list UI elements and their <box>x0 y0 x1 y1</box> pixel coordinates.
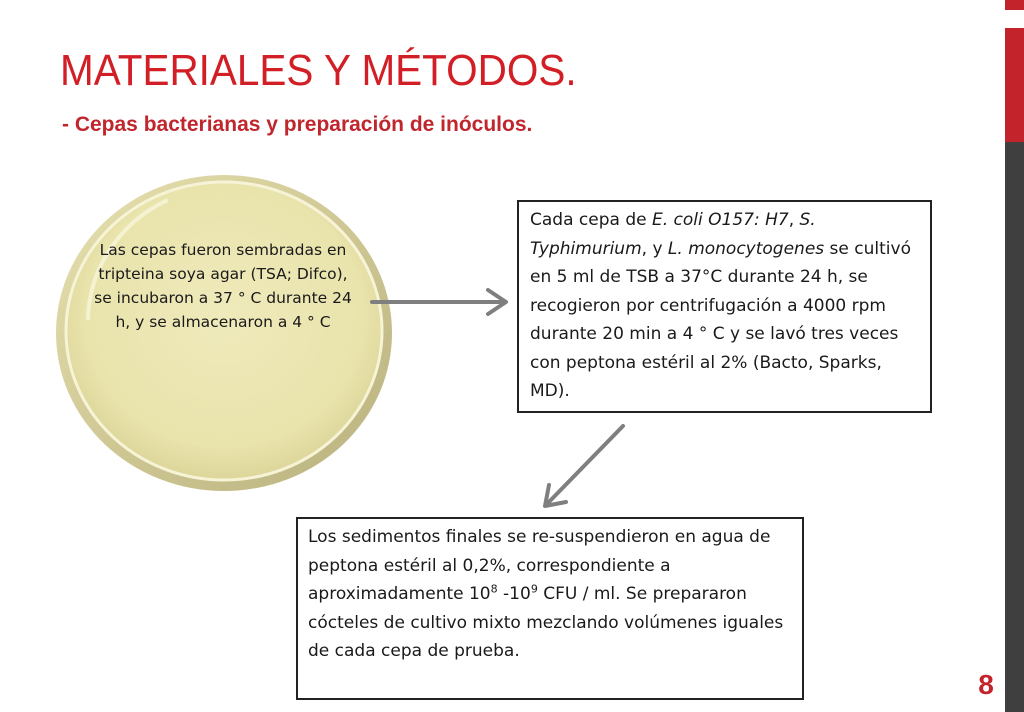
exponent-9: 9 <box>530 582 538 596</box>
box1-text-2: , <box>788 210 800 230</box>
monocytogenes-name: L. monocytogenes <box>667 238 825 259</box>
exponent-8: 8 <box>490 582 498 596</box>
typhimurium-name: S. Typhimurium <box>530 210 816 259</box>
slide-title: MATERIALES Y MÉTODOS. <box>60 46 577 95</box>
box2-text-1: Los sedimentos finales se re-suspendieron en agua de peptona estéril al 0,2%, correspondiente a aproximadamente 10 <box>308 527 771 604</box>
side-band-red <box>1005 28 1024 142</box>
side-band-top <box>1005 0 1024 10</box>
down-left-arrow-icon <box>545 426 623 506</box>
culture-description-box <box>517 200 932 413</box>
ecoli-name: E. coli O157: H7 <box>651 210 789 230</box>
sediment-description-box <box>296 517 804 700</box>
box1-text-1: Cada cepa de <box>530 210 652 230</box>
box2-text-2: -10 <box>497 584 531 604</box>
side-band-dark <box>1005 142 1024 712</box>
page-number: 8 <box>978 669 994 700</box>
box2-text-3: CFU / ml. Se prepararon cócteles de cultivo mixto mezclando volúmenes iguales de cada cepa de prueba. <box>308 584 784 661</box>
box1-text-4: se cultivó en 5 ml de TSB a 37°C durante 24 h, se recogieron por centrifugación a 4000 rpm durante 20 min a 4 ° C y se lavó tres veces con peptona estéril al 2% (Bacto, Sparks, MD). <box>530 238 911 401</box>
box1-text-3: , y <box>641 238 668 259</box>
petri-text: Las cepas fueron sembradas en tripteina soya agar (TSA; Difco), se incubaron a 37 ° C durante 24 h, y se almacenaron a 4 ° C <box>94 241 352 331</box>
slide-subtitle: - Cepas bacterianas y preparación de inóculos. <box>62 113 533 136</box>
